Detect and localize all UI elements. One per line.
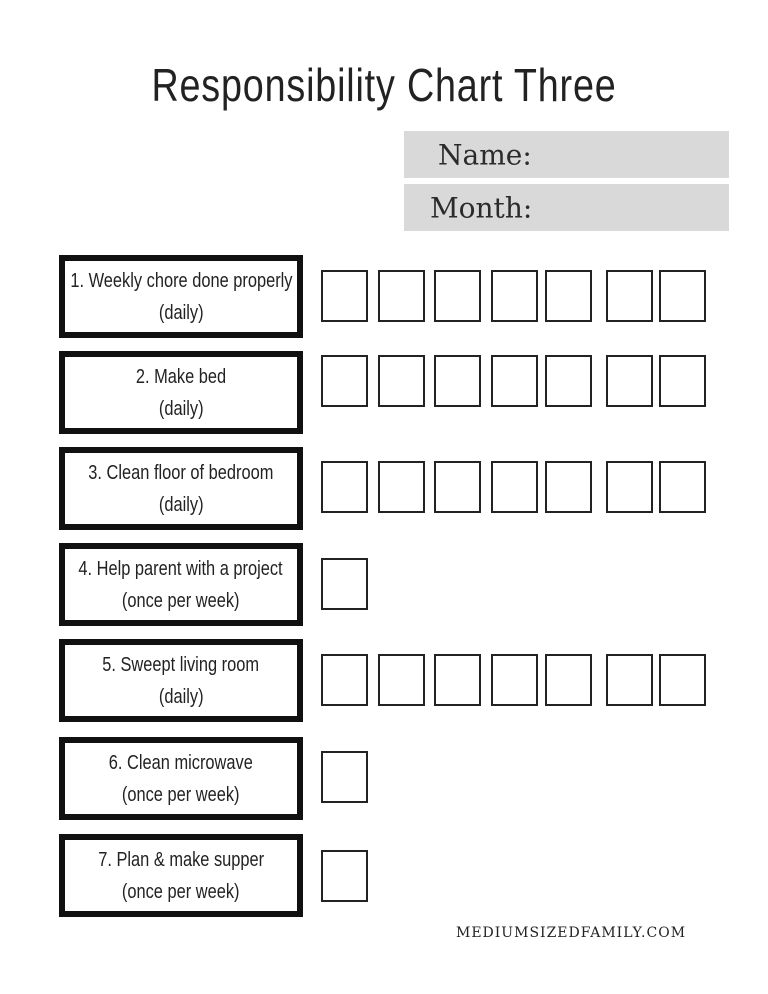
checkbox[interactable] [321, 654, 368, 706]
chore-title: 5. Sweept living room [102, 653, 260, 676]
checkbox[interactable] [659, 355, 706, 407]
checkbox[interactable] [321, 355, 368, 407]
checkbox[interactable] [491, 270, 538, 322]
checkbox[interactable] [545, 355, 592, 407]
checkbox[interactable] [321, 850, 368, 902]
chore-frequency: (once per week) [122, 589, 240, 612]
chore-box-5 [59, 639, 303, 722]
name-field[interactable] [404, 131, 729, 178]
checkbox[interactable] [378, 355, 425, 407]
chore-title: 3. Clean floor of bedroom [88, 461, 274, 484]
checkbox[interactable] [606, 461, 653, 513]
checkbox[interactable] [434, 654, 481, 706]
checkbox[interactable] [321, 751, 368, 803]
checkbox[interactable] [434, 355, 481, 407]
chore-frequency: (once per week) [122, 783, 240, 806]
chore-title: 1. Weekly chore done properly [69, 269, 293, 292]
chore-frequency: (daily) [158, 397, 204, 420]
chore-frequency: (once per week) [122, 880, 240, 903]
chore-box-7 [59, 834, 303, 917]
checkbox[interactable] [378, 654, 425, 706]
chore-frequency: (daily) [158, 301, 204, 324]
checkbox[interactable] [321, 270, 368, 322]
checkbox[interactable] [659, 461, 706, 513]
name-label: Name: [438, 138, 532, 171]
checkbox[interactable] [606, 270, 653, 322]
checkbox[interactable] [606, 355, 653, 407]
checkbox[interactable] [491, 461, 538, 513]
chore-title: 7. Plan & make supper [98, 848, 264, 871]
checkbox[interactable] [606, 654, 653, 706]
chore-box-3 [59, 447, 303, 530]
checkbox[interactable] [659, 654, 706, 706]
checkbox[interactable] [321, 558, 368, 610]
checkbox[interactable] [434, 461, 481, 513]
chore-frequency: (daily) [158, 493, 204, 516]
checkbox[interactable] [321, 461, 368, 513]
chore-box-4 [59, 543, 303, 626]
chore-box-1 [59, 255, 303, 338]
chore-title: 2. Make bed [135, 365, 227, 388]
chore-box-6 [59, 737, 303, 820]
month-field[interactable] [404, 184, 729, 231]
chore-frequency: (daily) [158, 685, 204, 708]
page-title: Responsibility Chart Three [151, 59, 617, 111]
checkbox[interactable] [434, 270, 481, 322]
website-footer: MEDIUMSIZEDFAMILY.COM [456, 925, 687, 941]
checkbox[interactable] [378, 461, 425, 513]
month-label: Month: [430, 191, 533, 224]
checkbox[interactable] [545, 270, 592, 322]
checkbox[interactable] [545, 461, 592, 513]
chore-title: 6. Clean microwave [108, 751, 254, 774]
checkbox[interactable] [491, 355, 538, 407]
checkbox[interactable] [491, 654, 538, 706]
chore-title: 4. Help parent with a project [78, 557, 284, 580]
checkbox[interactable] [659, 270, 706, 322]
checkbox[interactable] [545, 654, 592, 706]
chore-box-2 [59, 351, 303, 434]
checkbox[interactable] [378, 270, 425, 322]
